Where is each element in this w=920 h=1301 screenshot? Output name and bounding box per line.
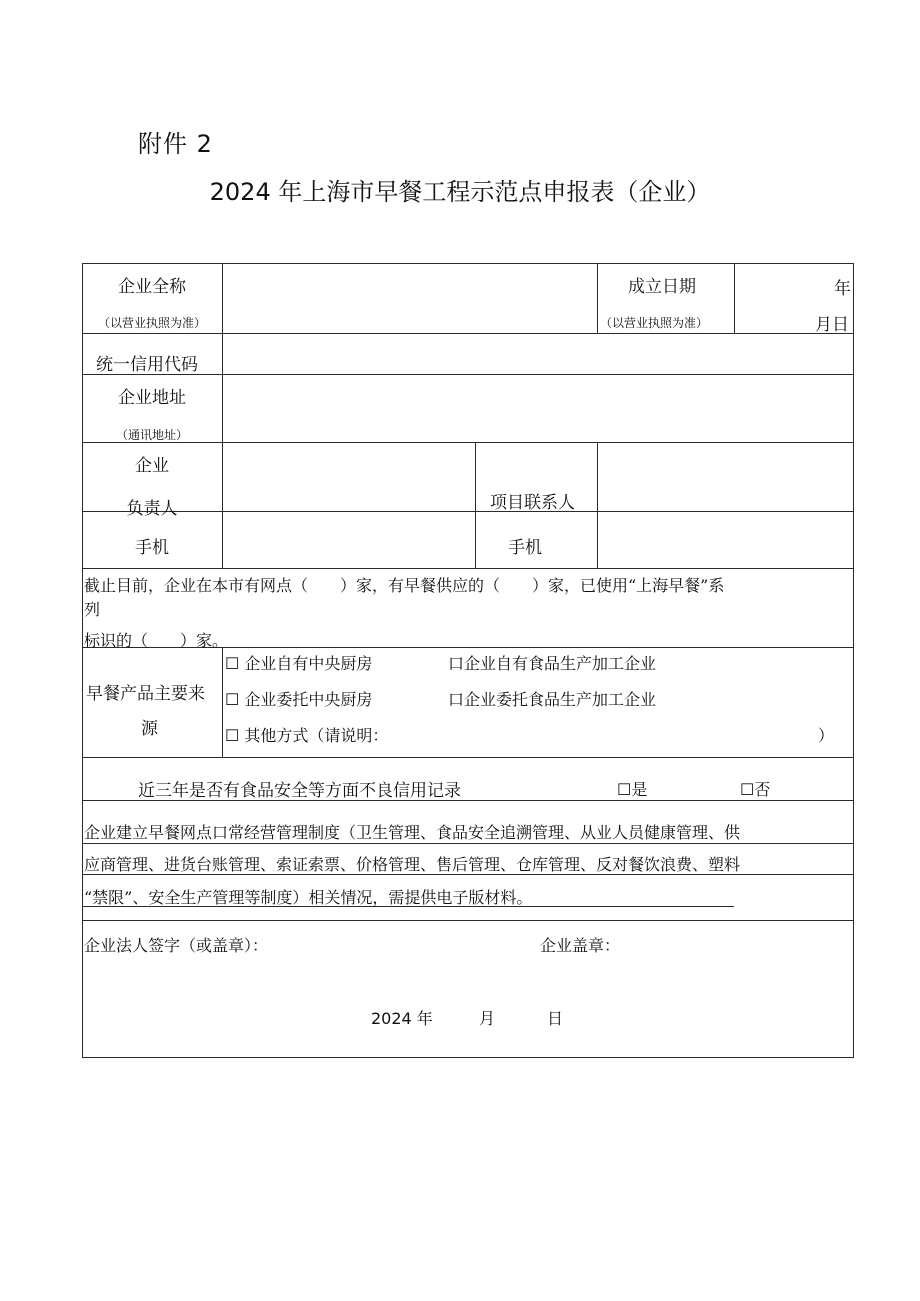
legal-person-signature-label: 企业法人签字（或盖章）： (84, 936, 269, 955)
outlets-text-line3: 标识的（ ）家。 (84, 631, 229, 650)
company-seal-label: 企业盖章： (540, 936, 621, 955)
signature-date-month: 月 (479, 1009, 496, 1028)
address-field[interactable] (224, 376, 852, 441)
company-name-label: 企业全称 (118, 277, 186, 297)
address-note: （通讯地址） (115, 428, 188, 442)
grid-line (82, 843, 854, 844)
outlets-text-line2: 列 (84, 600, 101, 619)
source-option-other-close: ） (818, 726, 835, 745)
grid-line (734, 263, 735, 333)
signature-date-year: 2024 年 (371, 1009, 433, 1028)
signature-date-day: 日 (547, 1009, 564, 1028)
source-option-own-factory[interactable]: 口企业自有食品生产加工企业 (448, 654, 657, 673)
phone-right-field[interactable] (599, 513, 852, 567)
grid-line (82, 568, 854, 569)
attachment-label: 附件 2 (138, 130, 213, 158)
source-option-other[interactable]: ☐ 其他方式（请说明： (225, 726, 389, 745)
grid-line (82, 920, 854, 921)
company-name-field[interactable] (224, 265, 596, 332)
company-name-note: （以营业执照为准） (97, 316, 206, 330)
date-year-suffix: 年 (834, 279, 851, 299)
project-contact-label: 项目联系人 (490, 493, 575, 513)
page-title: 2024 年上海市早餐工程示范点申报表（企业） (209, 178, 711, 206)
credit-record-question: 近三年是否有食品安全等方面不良信用记录 (138, 781, 461, 801)
source-option-entrusted-factory[interactable]: 口企业委托食品生产加工企业 (448, 690, 657, 709)
credit-record-yes[interactable]: ☐是 (617, 780, 648, 799)
management-text-line3 (84, 885, 532, 908)
grid-line (82, 263, 854, 264)
established-date-label: 成立日期 (628, 277, 696, 297)
responsible-field[interactable] (224, 444, 474, 510)
management-text-line2: 应商管理、进货台账管理、索证索票、价格管理、售后管理、仓库管理、反对餐饮浪费、塑料 (84, 855, 741, 874)
established-date-note: （以营业执照为准） (600, 316, 709, 330)
grid-line (597, 442, 598, 568)
grid-line (222, 263, 223, 568)
phone-right-label: 手机 (508, 538, 542, 558)
grid-line (222, 647, 223, 757)
date-month-day-suffix: 月日 (815, 315, 849, 335)
phone-left-field[interactable] (224, 513, 474, 567)
source-option-entrusted-kitchen[interactable]: ☐ 企业委托中央厨房 (225, 690, 373, 709)
responsible-label-line1: 企业 (135, 456, 169, 476)
grid-line (82, 1057, 854, 1058)
credit-record-no[interactable]: ☐否 (740, 780, 771, 799)
outlets-text-line1: 截止目前，企业在本市有网点（ ）家，有早餐供应的（ ）家，已使用“上海早餐”系 (84, 576, 725, 595)
grid-line (82, 757, 854, 758)
management-requirement: 需提供电子版材料。 (388, 888, 533, 907)
grid-line (82, 333, 854, 334)
grid-line (475, 442, 476, 568)
project-contact-field[interactable] (599, 444, 852, 510)
management-text-line3-part1: “禁限”、安全生产管理等制度）相关情况， (84, 888, 389, 907)
responsible-label-line2: 负责人 (126, 499, 178, 519)
grid-line (853, 263, 854, 1058)
source-option-own-kitchen[interactable]: ☐ 企业自有中央厨房 (225, 654, 373, 673)
management-text-line1: 企业建立早餐网点口常经营管理制度（卫生管理、食品安全追溯管理、从业人员健康管理、供 (84, 823, 741, 842)
address-label: 企业地址 (118, 388, 186, 408)
phone-left-label: 手机 (135, 538, 169, 558)
grid-line (597, 263, 598, 333)
credit-code-field[interactable] (224, 335, 852, 373)
source-label-line1: 早餐产品主要来 (86, 684, 205, 704)
credit-code-label: 统一信用代码 (96, 355, 198, 375)
source-label-line2: 源 (141, 719, 158, 739)
